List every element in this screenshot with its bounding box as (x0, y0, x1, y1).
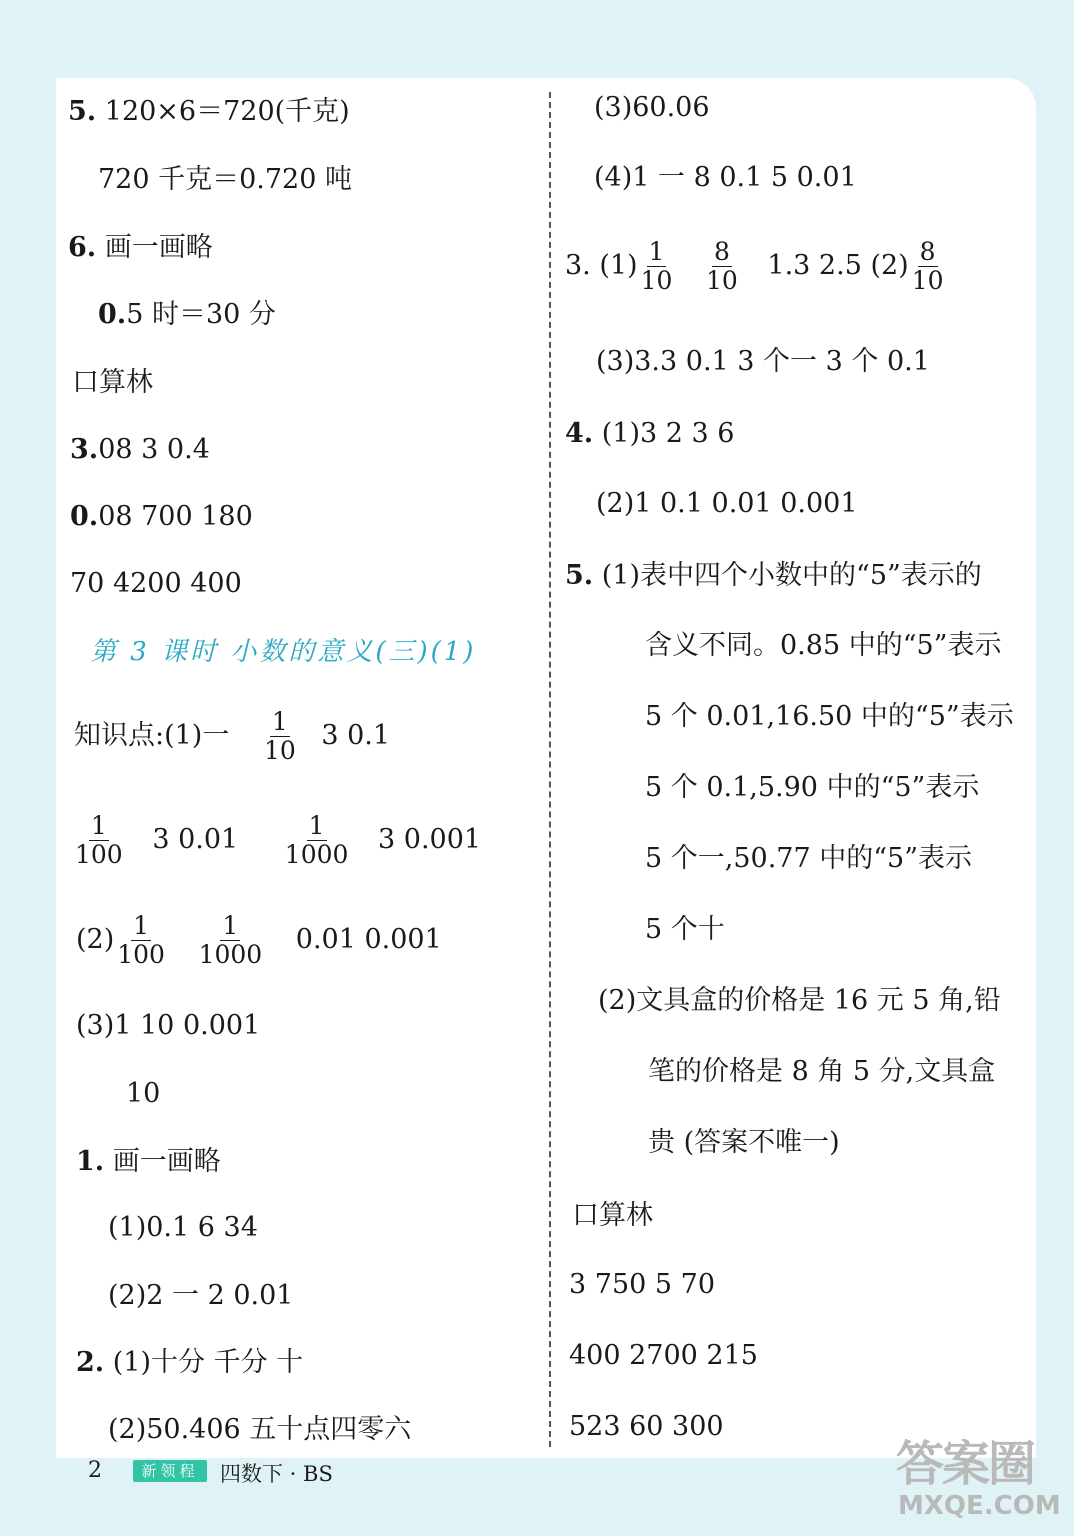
right-line-2: (4)1 一 8 0.1 5 0.01 (594, 162, 857, 193)
k3-suffix: 0.01 0.001 (295, 924, 442, 955)
right-line-10: 5 个 0.1,5.90 中的“5”表示 (645, 772, 980, 803)
left-line-8: 70 4200 400 (70, 568, 242, 599)
watermark (896, 1436, 1066, 1531)
question-1-b: (2)2 一 2 0.01 (108, 1280, 294, 1311)
right-line-15: 贵 (答案不唯一) (648, 1127, 840, 1158)
watermark-text: 答案圈 (896, 1436, 1035, 1492)
right-line-16: 口算林 (572, 1200, 653, 1231)
right-line-17: 3 750 5 70 (569, 1269, 715, 1300)
right-line-8: 含义不同。0.85 中的“5”表示 (645, 630, 1002, 661)
denominator: 100 (75, 840, 123, 869)
left-line-7: 0.08 700 180 (70, 501, 253, 532)
fraction-1-10 (264, 708, 296, 765)
right-line-5: 4. (1)3 2 3 6 (565, 418, 735, 449)
numerator: 1 (271, 707, 288, 736)
fraction-r-8-10-b (912, 238, 944, 295)
right-line-1: (3)60.06 (594, 92, 710, 123)
denominator: 100 (117, 940, 165, 969)
numerator: 8 (713, 237, 730, 266)
column-divider (549, 92, 551, 1447)
question-2-b: (2)50.406 五十点四零六 (108, 1414, 412, 1445)
k3-prefix: (2) (76, 924, 115, 955)
fraction-r-8-10 (706, 238, 738, 295)
knowledge-line-1 (74, 708, 390, 765)
fraction-1-100 (75, 812, 123, 869)
page-number: 2 (88, 1458, 102, 1483)
knowledge-line-3 (76, 912, 442, 969)
question-1-a: (1)0.1 6 34 (108, 1212, 258, 1243)
denominator: 1000 (198, 940, 263, 969)
right-line-12: 5 个十 (645, 914, 725, 945)
r3-prefix: 3. (1) (565, 250, 638, 281)
knowledge-line-5: 10 (126, 1078, 161, 1109)
book-subtitle: 四数下 · BS (220, 1462, 333, 1486)
left-line-6: 3.08 3 0.4 (70, 434, 210, 465)
question-2: 2. (1)十分 千分 十 (76, 1347, 304, 1378)
right-line-4: (3)3.3 0.1 3 个一 3 个 0.1 (596, 346, 930, 377)
brand-badge: 新领程 (133, 1460, 207, 1482)
left-line-5: 口算林 (72, 367, 153, 398)
k1-suffix: 3 0.1 (321, 720, 391, 751)
denominator: 10 (911, 266, 944, 295)
k2b-suffix: 3 0.001 (378, 824, 482, 855)
numerator: 8 (919, 237, 936, 266)
left-line-1: 5. 120×6＝720(千克) (68, 96, 350, 127)
question-1: 1. 画一画略 (76, 1146, 221, 1177)
numerator: 1 (308, 811, 325, 840)
right-line-18: 400 2700 215 (569, 1340, 758, 1371)
fraction-1-1000 (285, 812, 349, 869)
right-line-19: 523 60 300 (569, 1411, 724, 1442)
right-line-13: (2)文具盒的价格是 16 元 5 角,铅 (598, 985, 1001, 1016)
k2a-suffix: 3 0.01 (152, 824, 239, 855)
knowledge-line-2 (72, 812, 481, 869)
denominator: 10 (263, 736, 296, 765)
numerator: 1 (222, 911, 239, 940)
r3-middle: 1.3 2.5 (2) (767, 250, 909, 281)
right-line-11: 5 个一,50.77 中的“5”表示 (645, 843, 973, 874)
right-line-7: 5. (1)表中四个小数中的“5”表示的 (565, 560, 982, 591)
right-line-9: 5 个 0.01,16.50 中的“5”表示 (645, 701, 1014, 732)
right-line-3 (565, 238, 947, 295)
numerator: 1 (133, 911, 150, 940)
numerator: 1 (90, 811, 107, 840)
denominator: 10 (640, 266, 673, 295)
denominator: 10 (706, 266, 738, 295)
denominator: 1000 (284, 840, 349, 869)
left-line-2: 720 千克＝0.720 吨 (98, 164, 352, 195)
lesson-heading: 第 3 课时 小数的意义(三)(1) (90, 637, 477, 667)
k1-prefix: 知识点:(1)一 (74, 720, 230, 751)
left-line-3: 6. 画一画略 (68, 232, 213, 263)
knowledge-line-4: (3)1 10 0.001 (76, 1010, 261, 1041)
left-line-4: 0.5 时＝30 分 (98, 299, 276, 330)
fraction-r-1-10 (641, 238, 673, 295)
right-line-14: 笔的价格是 8 角 5 分,文具盒 (648, 1056, 996, 1087)
fraction-1-1000-b (199, 912, 263, 969)
numerator: 1 (648, 237, 665, 266)
right-line-6: (2)1 0.1 0.01 0.001 (596, 488, 858, 519)
fraction-1-100-b (117, 912, 165, 969)
watermark-url: MXQE.COM (898, 1491, 1061, 1521)
